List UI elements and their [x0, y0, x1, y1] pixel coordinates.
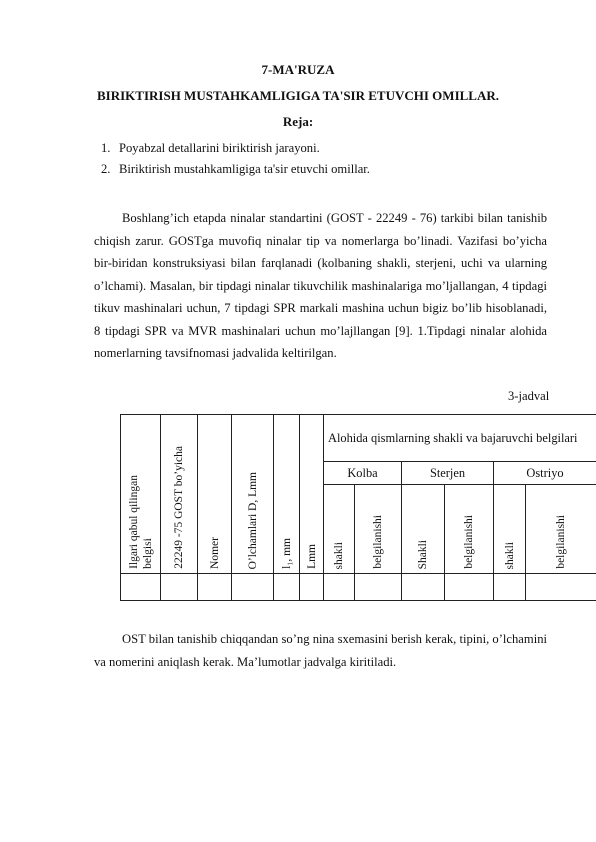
table-cell	[526, 574, 596, 601]
subheader-ostriyo: Ostriyo	[494, 462, 596, 485]
col-header-ostriyo-mark: belgilanishi	[526, 485, 596, 574]
plan-list	[101, 138, 370, 180]
table-cell	[300, 574, 324, 601]
col-header-sterjen-shape: Shakli	[402, 485, 445, 574]
table-cell	[445, 574, 494, 601]
col-header-sterjen-mark: belgilanishi	[445, 485, 494, 574]
table-cell	[324, 574, 355, 601]
table-cell	[198, 574, 232, 601]
lecture-number: 7-MA'RUZA	[261, 62, 335, 77]
table-cell	[402, 574, 445, 601]
table-cell	[161, 574, 198, 601]
col-header-l1: l₁, mm	[274, 415, 300, 574]
col-header-kolba-shape: shakli	[324, 485, 355, 574]
col-header-lmm: Lmm	[300, 415, 324, 574]
col-header-gost: 22249 -75 GOST bo’yicha	[161, 415, 198, 574]
table-cell	[494, 574, 526, 601]
needle-table	[120, 414, 596, 601]
col-header-ostriyo-shape: shakli	[494, 485, 526, 574]
table-cell	[355, 574, 402, 601]
col-header-nomer: Nomer	[198, 415, 232, 574]
subheader-sterjen: Sterjen	[402, 462, 494, 485]
intro-paragraph: Boshlang’ich etapda ninalar standartini (GOST - 22249 - 76) tarkibi bilan tanishib chiqish zarur. GOSTga muvofiq ninalar tip va nomerlarga bo’linadi. Vazifasi bo’yicha bir-biridan konstruksiyasi bilan farqlanadi (kolbaning shakli, sterjeni, uchi va ularning o’lchami). Masalan, bir tipdagi ninalar tikuvchilik mashinalariga mo’ljallangan, 4 tipdagi tikuv mashinalari uchun, 7 tipdagi SPR markali mashina uchun bigiz bo’lib hisoblanadi, 8 tipdagi SPR va MVR mashinalari uchun mo’lajllangan [9]. 1.Tipdagi ninalar alohida nomerlarning tavsifnomasi jadvalida keltirilgan.	[94, 211, 547, 360]
col-header-dimensions: O’lchamlari D, Lmm	[232, 415, 274, 574]
table-cell	[232, 574, 274, 601]
table-caption: 3-jadval	[508, 389, 550, 403]
table-cell	[121, 574, 161, 601]
table-cell	[274, 574, 300, 601]
closing-paragraph: OST bilan tanishib chiqqandan so’ng nina sxemasini berish kerak, tipini, o’lchamini va nomerini aniqlash kerak. Ma’lumotlar jadvalga kiritiladi.	[94, 632, 547, 669]
col-header-accepted: Ilgari qabul qilingan belgisi	[121, 415, 161, 574]
subheader-kolba: Kolba	[324, 462, 402, 485]
group-header: Alohida qismlarning shakli va bajaruvchi belgilari	[324, 415, 596, 462]
plan-item: 1. Poyabzal detallarini biriktirish jarayoni.	[101, 141, 320, 155]
table-row	[121, 574, 596, 601]
plan-item: 2. Biriktirish mustahkamligiga ta'sir etuvchi omillar.	[101, 162, 370, 176]
lecture-title: BIRIKTIRISH MUSTAHKAMLIGIGA TA'SIR ETUVCHI OMILLAR.	[97, 88, 499, 103]
plan-label: Reja:	[282, 114, 314, 129]
col-header-kolba-mark: belgilanishi	[355, 485, 402, 574]
